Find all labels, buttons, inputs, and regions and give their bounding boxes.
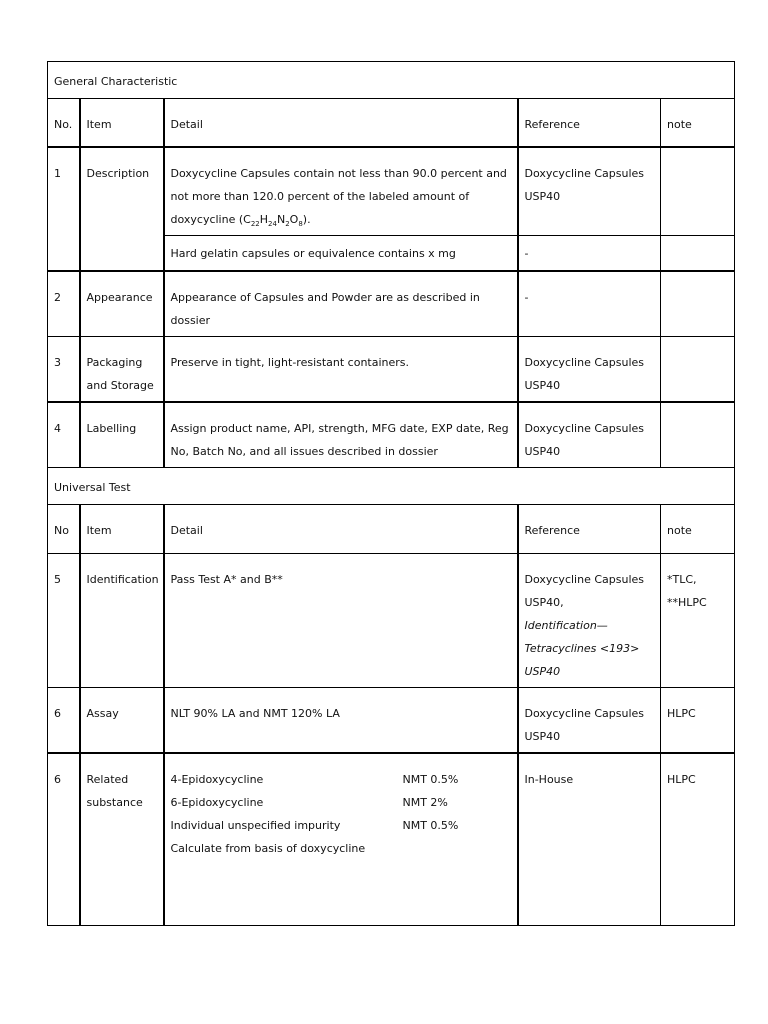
header-reference: Reference	[518, 505, 661, 554]
header-no: No	[48, 505, 80, 554]
row-no: 6	[48, 688, 80, 754]
header-reference: Reference	[518, 99, 661, 147]
row-note: HLPC	[661, 753, 735, 925]
row-item: Packaging and Storage	[80, 337, 164, 403]
row-no: 4	[48, 402, 80, 468]
table-row-assay	[48, 688, 735, 754]
table-row-identification	[48, 554, 735, 688]
row-no: 1	[48, 147, 80, 272]
row-detail: Assign product name, API, strength, MFG date, EXP date, Reg No, Batch No, and all issues described in dossier	[164, 402, 518, 468]
row-note	[661, 271, 735, 337]
row-item: Identification	[80, 554, 164, 688]
impurity-limit: NMT 0.5%	[402, 773, 459, 786]
row-reference: -	[518, 271, 661, 337]
section-title-universal: Universal Test	[48, 468, 735, 505]
row-item: Assay	[80, 688, 164, 754]
row-detail: NLT 90% LA and NMT 120% LA	[164, 688, 518, 754]
header-note: note	[661, 99, 735, 147]
row-detail	[164, 753, 518, 925]
impurity-line	[171, 814, 511, 837]
row-note	[661, 402, 735, 468]
section-row-general	[48, 62, 735, 99]
row-no: 5	[48, 554, 80, 688]
section-row-universal	[48, 468, 735, 505]
row-item: Labelling	[80, 402, 164, 468]
row-note	[661, 337, 735, 403]
table-row-packaging	[48, 337, 735, 403]
impurity-name: Individual unspecified impurity	[170, 819, 341, 832]
specification-table	[47, 61, 735, 926]
row-detail: Hard gelatin capsules or equivalence contains x mg	[164, 235, 518, 271]
row-reference: Doxycycline Capsules USP40	[518, 147, 661, 236]
row-detail: Appearance of Capsules and Powder are as described in dossier	[164, 271, 518, 337]
row-no: 3	[48, 337, 80, 403]
row-item: Description	[80, 147, 164, 272]
reference-general-chapter: Identification—Tetracyclines <193> USP40	[524, 619, 640, 678]
impurity-line	[171, 768, 511, 791]
impurity-limit: NMT 2%	[402, 796, 448, 809]
header-item: Item	[80, 505, 164, 554]
calculation-basis: Calculate from basis of doxycycline	[170, 842, 366, 855]
row-no: 2	[48, 271, 80, 337]
row-reference: Doxycycline Capsules USP40	[518, 337, 661, 403]
row-note	[661, 235, 735, 271]
table-row-related-substance	[48, 753, 735, 925]
row-reference: -	[518, 235, 661, 271]
header-no: No.	[48, 99, 80, 147]
table-row-description	[48, 147, 735, 236]
impurity-name: 6-Epidoxycycline	[170, 796, 264, 809]
row-item: Related substance	[80, 753, 164, 925]
header-row-general	[48, 99, 735, 147]
row-detail: Preserve in tight, light-resistant containers.	[164, 337, 518, 403]
header-row-universal	[48, 505, 735, 554]
header-item: Item	[80, 99, 164, 147]
row-note	[661, 554, 735, 688]
note-tlc: *TLC,	[667, 573, 697, 586]
row-detail	[164, 147, 518, 236]
section-title-general: General Characteristic	[48, 62, 735, 99]
header-detail: Detail	[164, 505, 518, 554]
detail-line: Doxycycline Capsules contain not less than 90.0 percent and	[170, 166, 507, 180]
table-row-appearance	[48, 271, 735, 337]
impurity-name: 4-Epidoxycycline	[170, 773, 264, 786]
impurity-line	[171, 791, 511, 814]
row-detail: Pass Test A* and B**	[164, 554, 518, 688]
chemical-formula: doxycycline $(C_{22}H_{24}N_2O_8)$.	[170, 212, 311, 228]
row-note	[661, 147, 735, 236]
reference-monograph: Doxycycline Capsules USP40,	[524, 573, 644, 609]
row-reference: Doxycycline Capsules USP40	[518, 688, 661, 754]
detail-line: not more than 120.0 percent of the labeled amount of	[170, 189, 470, 203]
row-no: 6	[48, 753, 80, 925]
row-reference: In-House	[518, 753, 661, 925]
header-note: note	[661, 505, 735, 554]
note-hplc: **HLPC	[667, 596, 707, 609]
header-detail: Detail	[164, 99, 518, 147]
row-item: Appearance	[80, 271, 164, 337]
row-note: HLPC	[661, 688, 735, 754]
table-row-labelling	[48, 402, 735, 468]
row-reference: Doxycycline Capsules USP40	[518, 402, 661, 468]
row-reference	[518, 554, 661, 688]
impurity-limit: NMT 0.5%	[402, 819, 459, 832]
